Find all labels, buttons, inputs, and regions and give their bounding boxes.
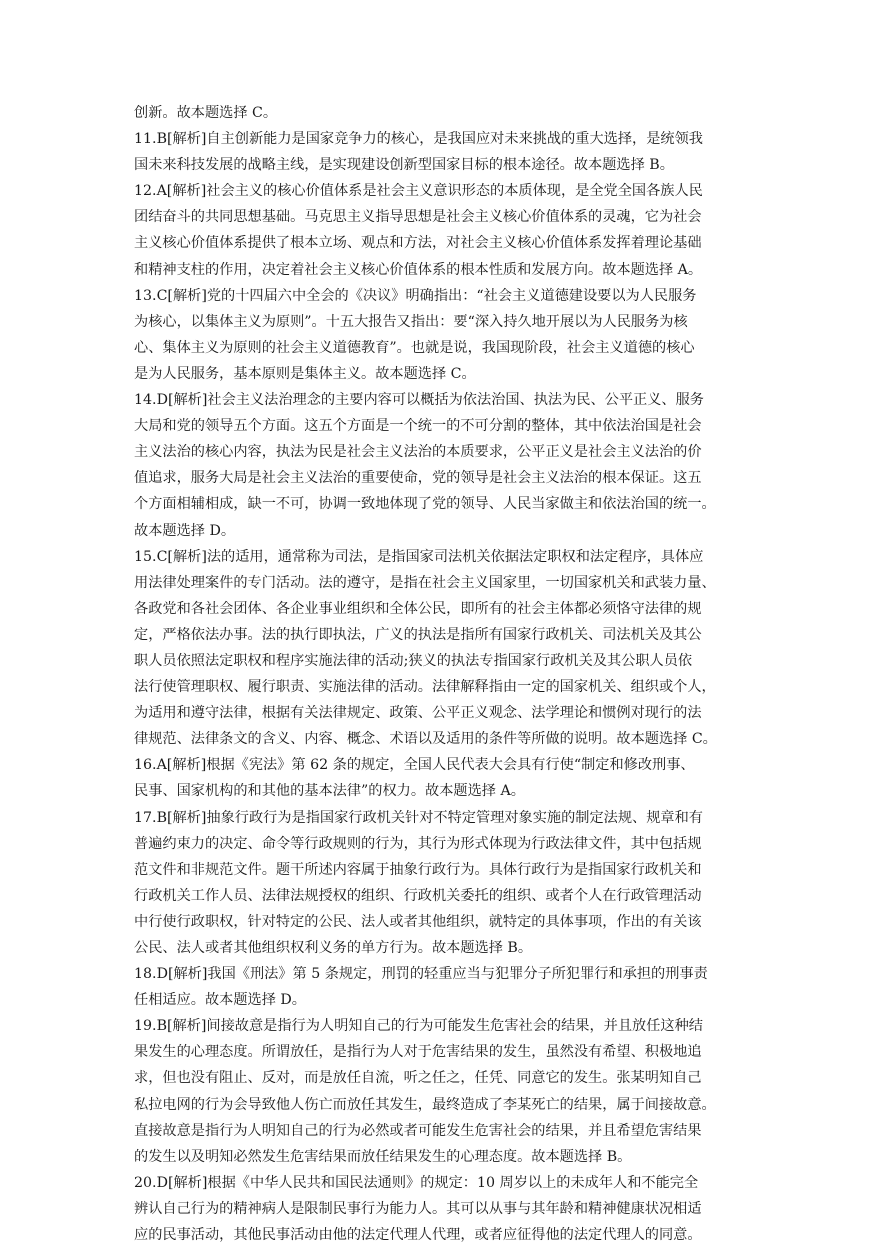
text-line: 中行使行政职权，针对特定的公民、法人或者其他组织，就特定的具体事项，作出的有关该	[134, 913, 702, 930]
text-line: 律规范、法律条文的含义、内容、概念、术语以及适用的条件等所做的说明。故本题选择 C。	[134, 731, 717, 748]
text-line: 11.B[解析]自主创新能力是国家竞争力的核心，是我国应对未来挑战的重大选择，是统领我	[134, 131, 703, 148]
text-line: 个方面相辅相成，缺一不可，协调一致地体现了党的领导、人民当家做主和依法治国的统一。	[134, 496, 716, 513]
text-line: 各政党和各社会团体、各企业事业组织和全体公民，即所有的社会主体都必须恪守法律的规	[134, 600, 702, 617]
text-line: 18.D[解析]我国《刑法》第 5 条规定，刑罚的轻重应当与犯罪分子所犯罪行和承担的刑事责	[134, 966, 708, 983]
text-line: 值追求，服务大局是社会主义法治的重要使命，党的领导是社会主义法治的根本保证。这五	[134, 470, 702, 487]
text-line: 心、集体主义为原则的社会主义道德教育”。也就是说，我国现阶段，社会主义道德的核心	[134, 339, 695, 356]
text-line: 和精神支柱的作用，决定着社会主义核心价值体系的根本性质和发展方向。故本题选择 A。	[134, 261, 703, 278]
text-line: 应的民事活动，其他民事活动由他的法定代理人代理，或者应征得他的法定代理人的同意。	[134, 1227, 702, 1244]
text-line: 的发生以及明知必然发生危害结果而放任结果发生的心理态度。故本题选择 B。	[134, 1148, 632, 1165]
text-line: 公民、法人或者其他组织权利义务的单方行为。故本题选择 B。	[134, 940, 533, 956]
text-line: 20.D[解析]根据《中华人民共和国民法通则》的规定：10 周岁以上的未成年人和不能完全	[134, 1174, 699, 1191]
text-line: 大局和党的领导五个方面。这五个方面是一个统一的不可分割的整体，其中依法治国是社会	[134, 418, 702, 435]
text-line: 为核心，以集体主义为原则”。十五大报告又指出：要“深入持久地开展以为人民服务为核	[134, 313, 688, 330]
text-line: 果发生的心理态度。所谓放任，是指行为人对于危害结果的发生，虽然没有希望、积极地追	[134, 1044, 702, 1061]
text-line: 职人员依照法定职权和程序实施法律的活动;狭义的执法专指国家行政机关及其公职人员依	[134, 652, 693, 669]
text-line: 主义核心价值体系提供了根本立场、观点和方法，对社会主义核心价值体系发挥着理论基础	[134, 235, 702, 252]
text-line: 是为人民服务，基本原则是集体主义。故本题选择 C。	[134, 365, 476, 382]
text-line: 故本题选择 D。	[134, 522, 236, 539]
text-line: 主义法治的核心内容，执法为民是社会主义法治的本质要求，公平正义是社会主义法治的价	[134, 444, 702, 461]
text-line: 为适用和遵守法律，根据有关法律规定、政策、公平正义观念、法学理论和惯例对现行的法	[134, 705, 702, 722]
text-line: 民事、国家机构的和其他的基本法律”的权力。故本题选择 A。	[134, 783, 525, 800]
text-line: 创新。故本题选择 C。	[134, 105, 278, 121]
text-line: 范文件和非规范文件。题干所述内容属于抽象行政行为。具体行政行为是指国家行政机关和	[134, 861, 702, 878]
text-line: 定，严格依法办事。法的执行即执法，广义的执法是指所有国家行政机关、司法机关及其公	[134, 626, 702, 643]
text-line: 19.B[解析]间接故意是指行为人明知自己的行为可能发生危害社会的结果，并且放任这种结	[134, 1018, 703, 1035]
text-line: 私拉电网的行为会导致他人伤亡而放任其发生，最终造成了李某死亡的结果，属于间接故意。	[134, 1096, 716, 1113]
text-line: 团结奋斗的共同思想基础。马克思主义指导思想是社会主义核心价值体系的灵魂，它为社会	[134, 209, 702, 226]
text-line: 13.C[解析]党的十四届六中全会的《决议》明确指出：“社会主义道德建设要以为人民服务	[134, 287, 697, 304]
text-line: 15.C[解析]法的适用，通常称为司法，是指国家司法机关依据法定职权和法定程序，具体应	[134, 548, 704, 565]
text-line: 法行使管理职权、履行职责、实施法律的活动。法律解释指由一定的国家机关、组织或个人，	[134, 679, 716, 696]
text-line: 求，但也没有阻止、反对，而是放任自流，听之任之，任凭、同意它的发生。张某明知自己	[134, 1070, 702, 1087]
text-line: 普遍约束力的决定、命令等行政规则的行为，其行为形式体现为行政法律文件，其中包括规	[134, 835, 702, 852]
document-body	[134, 100, 736, 1248]
text-line: 任相适应。故本题选择 D。	[134, 992, 306, 1009]
text-line: 辨认自己行为的精神病人是限制民事行为能力人。其可以从事与其年龄和精神健康状况相适	[134, 1200, 702, 1217]
text-line: 14.D[解析]社会主义法治理念的主要内容可以概括为依法治国、执法为民、公平正义、服务	[134, 392, 704, 409]
text-line: 行政机关工作人员、法律法规授权的组织、行政机关委托的组织、或者个人在行政管理活动	[134, 887, 702, 904]
text-line: 用法律处理案件的专门活动。法的遵守，是指在社会主义国家里，一切国家机关和武装力量、	[134, 574, 716, 591]
text-line: 12.A[解析]社会主义的核心价值体系是社会主义意识形态的本质体现，是全党全国各族人民	[134, 183, 703, 200]
text-line: 国未来科技发展的战略主线，是实现建设创新型国家目标的根本途径。故本题选择 B。	[134, 157, 674, 174]
text-line: 直接故意是指行为人明知自己的行为必然或者可能发生危害社会的结果，并且希望危害结果	[134, 1122, 702, 1139]
text-line: 16.A[解析]根据《宪法》第 62 条的规定，全国人民代表大会具有行使“制定和修改刑事、	[134, 757, 695, 774]
text-line: 17.B[解析]抽象行政行为是指国家行政机关针对不特定管理对象实施的制定法规、规章和有	[134, 809, 703, 826]
